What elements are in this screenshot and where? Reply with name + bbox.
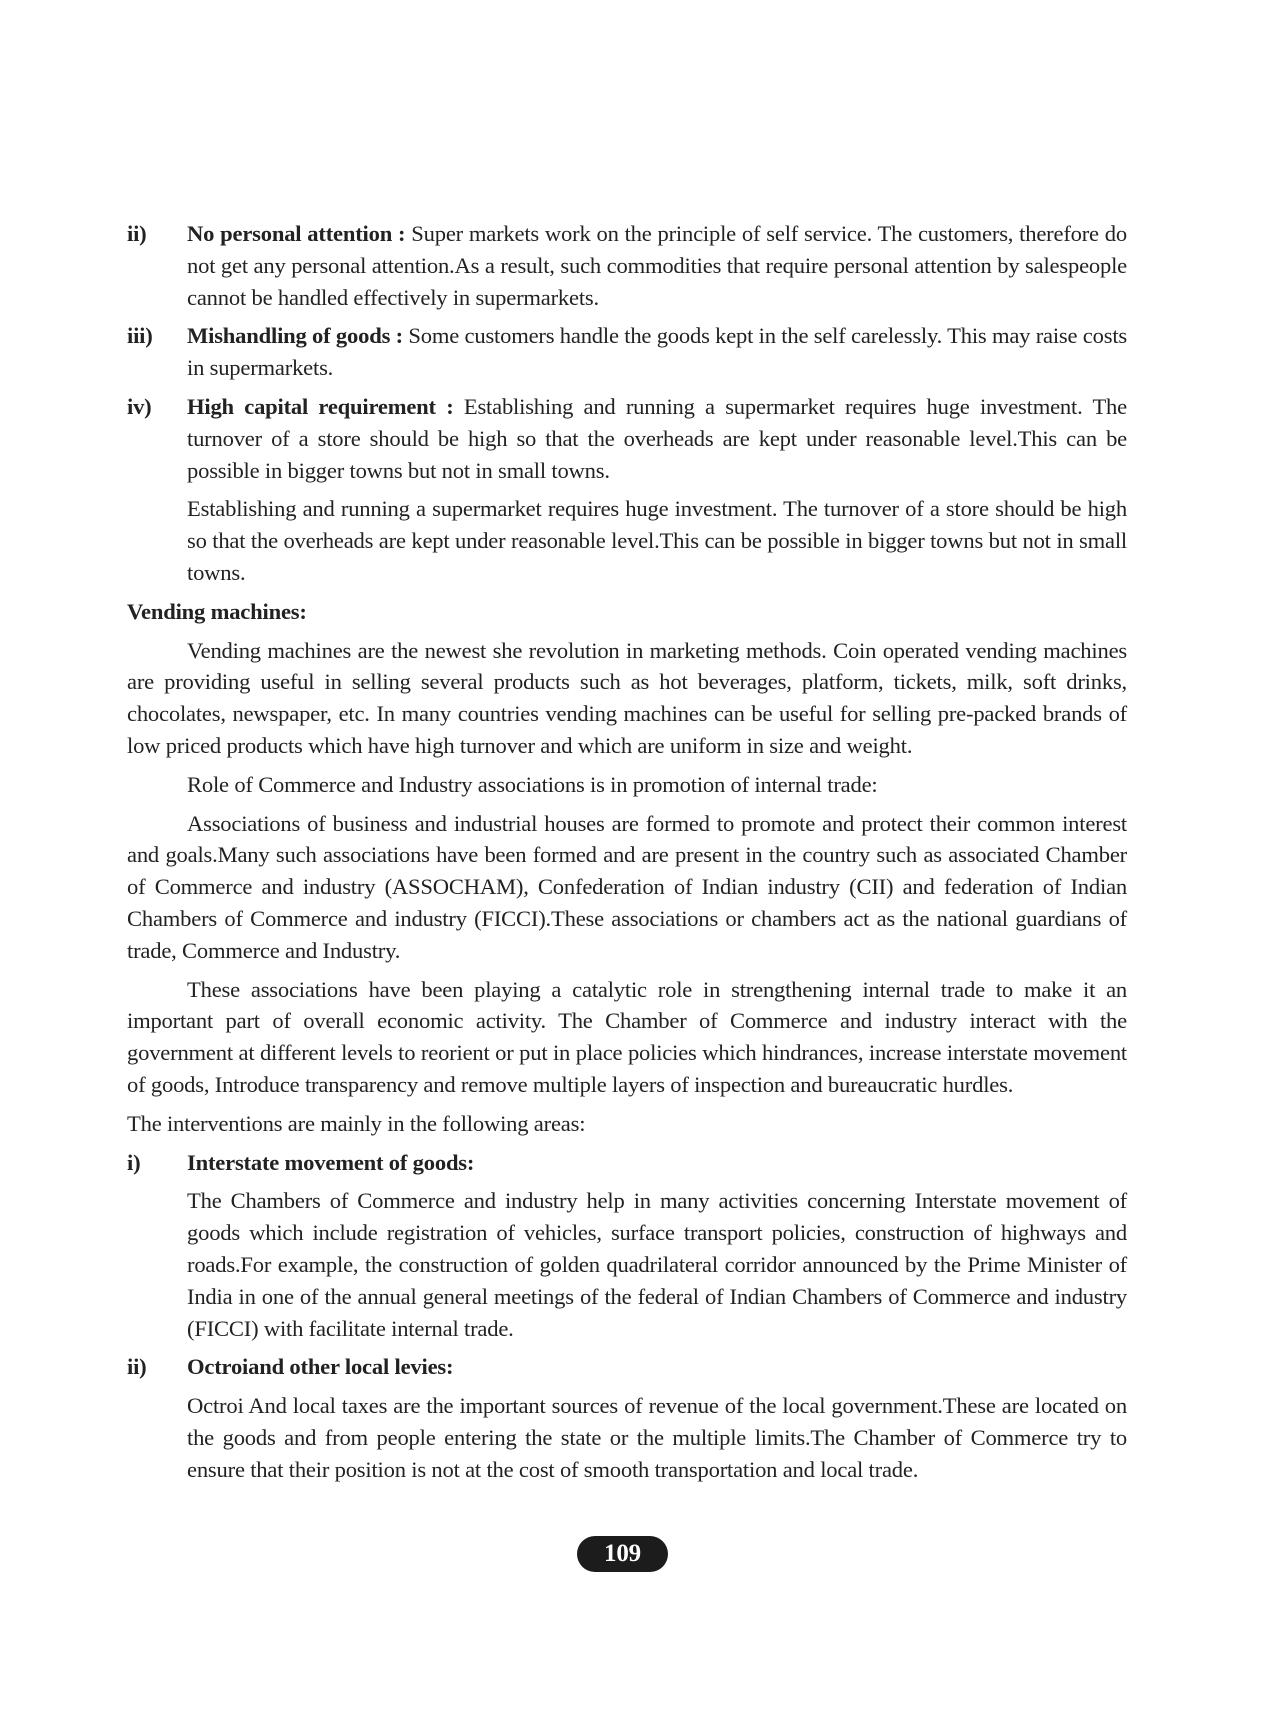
list-item-mishandling-of-goods [127,320,1127,384]
paragraph-role-of-associations: Role of Commerce and Industry associations is in promotion of internal trade: [187,771,878,797]
page-number-badge [577,1536,668,1572]
paragraph-catalytic-role: These associations have been playing a catalytic role in strengthening internal trade to make it an important part of overall economic activity. The Chamber of Commerce and industry interact with the government at different levels to reorient or put in place policies which hindrances, increase interstate movement of goods, Introduce transparency and remove multiple layers of inspection and bureaucratic hurdles. [127,976,1127,1097]
item-text: Some customers handle the goods kept in the self carelessly. This may raise costs in supermarkets. [187,323,1127,381]
item-term: High capital requirement : [187,393,454,419]
item-term: Interstate movement of goods: [187,1149,475,1175]
item-term: Octroiand other local levies: [187,1354,454,1380]
list-item-high-capital-requirement [127,391,1127,486]
item-term: No personal attention : [187,221,406,246]
list-number: iv) [127,393,152,419]
item-text: Octroi And local taxes are the important sources of revenue of the local government.These are located on the goods and from people entering the state or the multiple limits.The Chamber of Commerce try to ensure that their position is not at the cost of smooth transportation and local trade. [187,1393,1127,1482]
list-number: ii) [127,221,147,246]
item-term: Mishandling of goods : [187,323,403,349]
continuation-paragraph: Establishing and running a supermarket requires huge investment. The turnover of a store should be high so that the overheads are kept under reasonable level.This can be possible in bigger towns but not in small towns. [187,496,1127,585]
section-heading-vending-machines: Vending machines: [127,598,307,624]
list-number: ii) [127,1354,147,1380]
list-item-octroi [127,1351,1127,1485]
item-text: The Chambers of Commerce and industry help in many activities concerning Interstate movement of goods which include registration of vehicles, surface transport policies, construction of highways and roads.For example, the construction of golden quadrilateral corridor announced by the Prime Minister of India in one of the annual general meetings of the federal of Indian Chambers of Commerce and industry (FICCI) with facilitate internal trade. [187,1188,1127,1341]
interventions-intro: The interventions are mainly in the following areas: [127,1110,586,1136]
list-number: i) [127,1149,141,1175]
paragraph-associations: Associations of business and industrial houses are formed to promote and protect their common interest and goals.Many such associations have been formed and are present in the country such as associated Chamber of Commerce and industry (ASSOCHAM), Confederation of Indian industry (CII) and federation of Indian Chambers of Commerce and industry (FICCI).These associations or chambers act as the national guardians of trade, Commerce and Industry. [127,810,1127,963]
list-item-interstate-movement [127,1147,1127,1345]
item-text: Super markets work on the principle of self service. The customers, therefore do not get any personal attention.As a result, such commodities that require personal attention by salespeople cannot be handled effectively in supermarkets. [187,221,1127,310]
page-number: 109 [604,1540,641,1568]
page-content [127,218,1127,1492]
item-text: Establishing and running a supermarket requires huge investment. The turnover of a store should be high so that the overheads are kept under reasonable level.This can be possible in bigger towns but not in small towns. [187,393,1127,483]
paragraph-vending-machines: Vending machines are the newest she revolution in marketing methods. Coin operated vending machines are providing useful in selling several products such as hot beverages, platform, tickets, milk, soft drinks, chocolates, newspaper, etc. In many countries vending machines can be useful for selling pre-packed brands of low priced products which have high turnover and which are uniform in size and weight. [127,637,1127,758]
list-number: iii) [127,323,153,349]
list-item-no-personal-attention [127,218,1127,313]
